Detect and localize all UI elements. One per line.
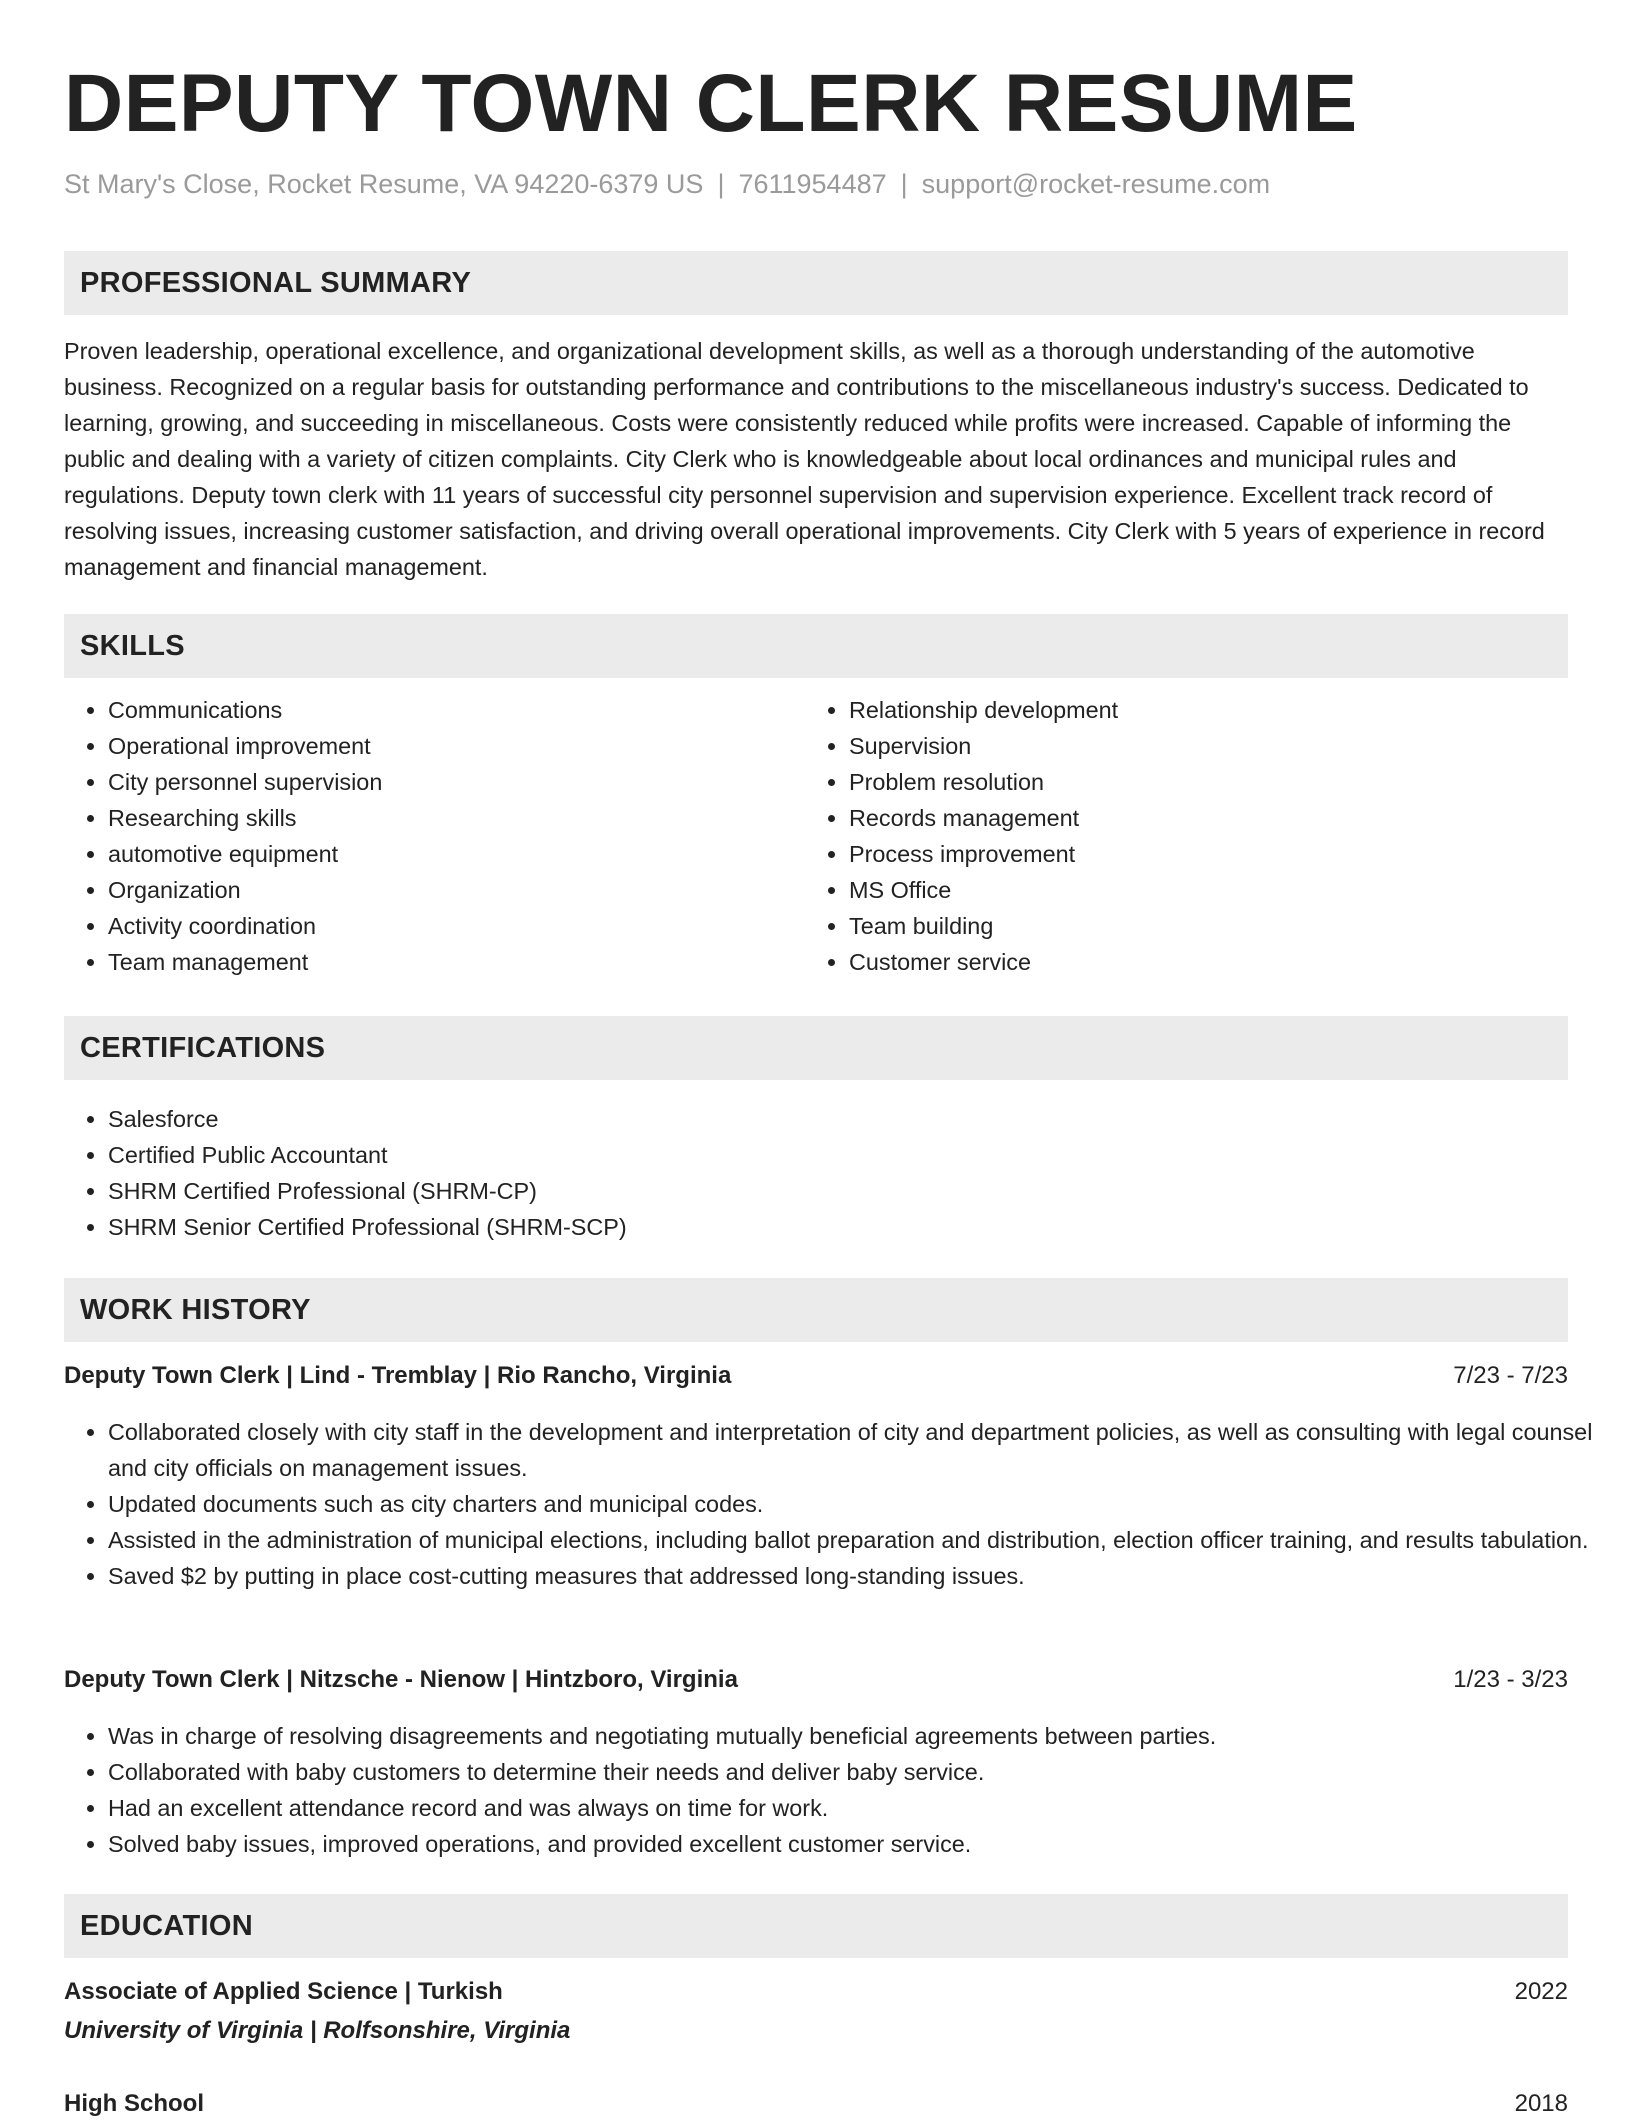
- job-dates: 1/23 - 3/23: [1453, 1666, 1568, 1693]
- certification-item: • Certified Public Accountant: [108, 1137, 1508, 1173]
- skill-item: • Researching skills: [108, 800, 788, 836]
- summary-section-header: [64, 251, 1568, 315]
- certifications-section-header: [64, 1016, 1568, 1080]
- summary-text: Proven leadership, operational excellence, and organizational development skills, as well as a thorough understanding of the automotive business. Recognized on a regular basis for outstanding performance and contributions to the miscellaneous industry's success. Dedicated to learning, growing, and succeeding in miscellaneous. Costs were consistently reduced while profits were increased. Capable of informing the public and dealing with a variety of citizen complaints. City Clerk who is knowledgeable about local ordinances and municipal rules and regulations. Deputy town clerk with 11 years of successful city personnel supervision and supervision experience. Excellent track record of resolving issues, increasing customer satisfaction, and driving overall operational improvements. City Clerk with 5 years of experience in record management and financial management.: [64, 338, 1545, 580]
- skills-heading: SKILLS: [80, 630, 185, 662]
- education-heading: EDUCATION: [80, 1910, 253, 1942]
- job-bullet: • Collaborated with baby customers to determine their needs and deliver baby service.: [108, 1754, 1620, 1790]
- skill-item: • Customer service: [849, 944, 1549, 980]
- contact-separator: |: [717, 169, 725, 199]
- job-title: Deputy Town Clerk | Nitzsche - Nienow | Hintzboro, Virginia: [64, 1666, 738, 1693]
- job-dates: 7/23 - 7/23: [1453, 1362, 1568, 1389]
- skill-item: • Operational improvement: [108, 728, 788, 764]
- skill-item: • Supervision: [849, 728, 1549, 764]
- education-section-header: [64, 1894, 1568, 1958]
- resume-title: DEPUTY TOWN CLERK RESUME: [64, 58, 1358, 149]
- job-bullet: • Had an excellent attendance record and was always on time for work.: [108, 1790, 1620, 1826]
- job-bullets: [64, 1718, 1620, 1862]
- contact-separator: |: [900, 169, 908, 199]
- contact-email: support@rocket-resume.com: [921, 169, 1271, 199]
- skill-item: • Activity coordination: [108, 908, 788, 944]
- job-bullet: • Assisted in the administration of municipal elections, including ballot preparation and distribution, election officer training, and results tabulation.: [108, 1522, 1620, 1558]
- education-year: 2022: [1514, 1978, 1568, 2005]
- skill-item: • Team building: [849, 908, 1549, 944]
- certifications-list: [64, 1101, 1508, 1245]
- education-year: 2018: [1514, 2090, 1568, 2117]
- contact-line: [64, 165, 1270, 203]
- job-bullet: • Updated documents such as city charters and municipal codes.: [108, 1486, 1620, 1522]
- skill-item: • Process improvement: [849, 836, 1549, 872]
- skill-item: • automotive equipment: [108, 836, 788, 872]
- skills-list-right: [805, 692, 1549, 980]
- summary-heading: PROFESSIONAL SUMMARY: [80, 267, 472, 299]
- certification-item: • SHRM Senior Certified Professional (SHRM-SCP): [108, 1209, 1508, 1245]
- job-bullet: • Saved $2 by putting in place cost-cutting measures that addressed long-standing issues.: [108, 1558, 1620, 1594]
- education-degree: High School: [64, 2090, 204, 2117]
- job-title: Deputy Town Clerk | Lind - Tremblay | Rio Rancho, Virginia: [64, 1362, 732, 1389]
- education-school: University of Virginia | Rolfsonshire, Virginia: [64, 2017, 571, 2044]
- skill-item: • Problem resolution: [849, 764, 1549, 800]
- skill-item: • Records management: [849, 800, 1549, 836]
- contact-address: St Mary's Close, Rocket Resume, VA 94220-6379 US: [64, 169, 704, 199]
- skills-list-left: [64, 692, 788, 980]
- certification-item: • SHRM Certified Professional (SHRM-CP): [108, 1173, 1508, 1209]
- job-bullet: • Was in charge of resolving disagreements and negotiating mutually beneficial agreements between parties.: [108, 1718, 1620, 1754]
- education-degree: Associate of Applied Science | Turkish: [64, 1978, 503, 2005]
- certification-item: • Salesforce: [108, 1101, 1508, 1137]
- contact-phone: 7611954487: [738, 169, 887, 199]
- job-bullets: [64, 1414, 1620, 1594]
- skill-item: • City personnel supervision: [108, 764, 788, 800]
- skill-item: • Communications: [108, 692, 788, 728]
- work-section-header: [64, 1278, 1568, 1342]
- job-bullet: • Solved baby issues, improved operations, and provided excellent customer service.: [108, 1826, 1620, 1862]
- certifications-heading: CERTIFICATIONS: [80, 1032, 326, 1064]
- skills-section-header: [64, 614, 1568, 678]
- skill-item: • Relationship development: [849, 692, 1549, 728]
- work-heading: WORK HISTORY: [80, 1294, 311, 1326]
- skill-item: • MS Office: [849, 872, 1549, 908]
- skill-item: • Team management: [108, 944, 788, 980]
- job-bullet: • Collaborated closely with city staff in the development and interpretation of city and department policies, as well as consulting with legal counsel and city officials on management issues.: [108, 1414, 1620, 1486]
- skill-item: • Organization: [108, 872, 788, 908]
